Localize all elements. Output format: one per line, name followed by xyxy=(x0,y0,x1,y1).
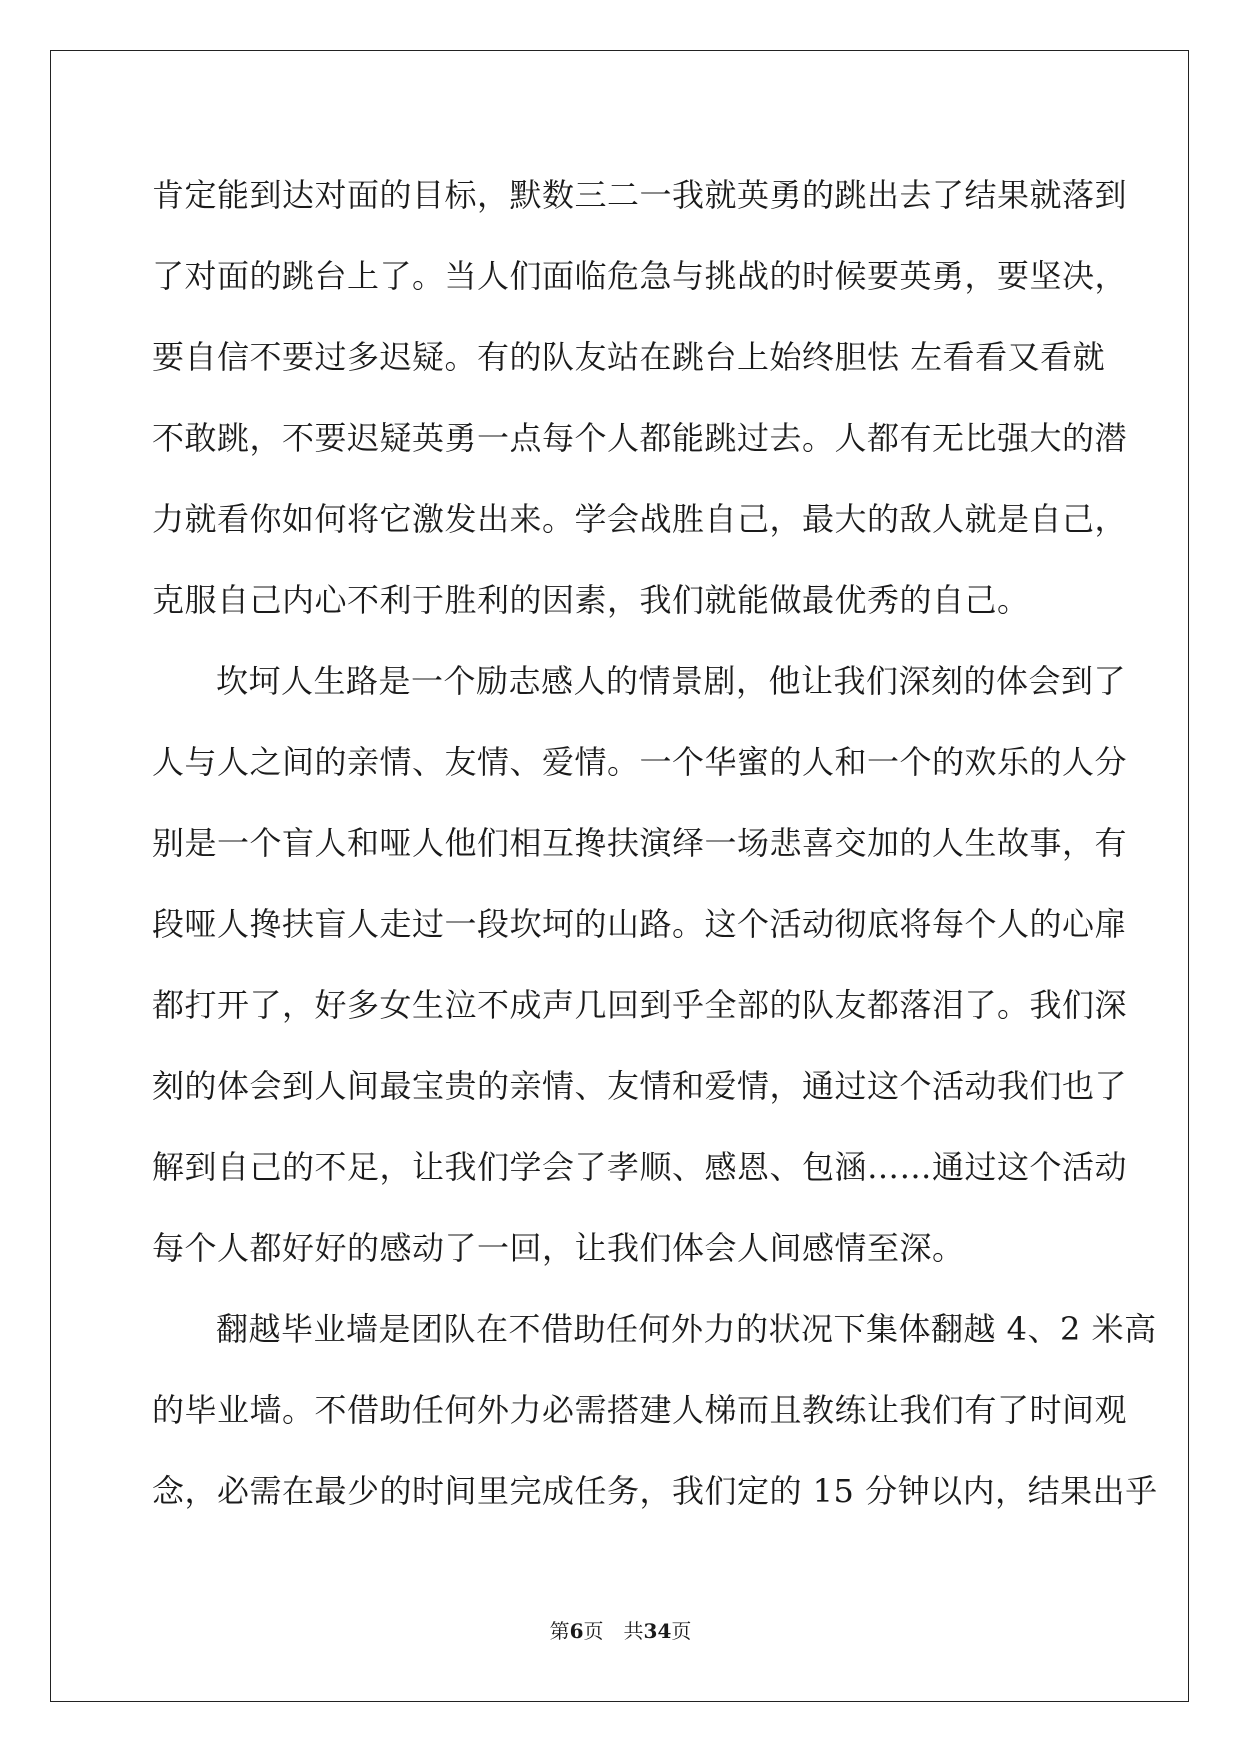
text-line: 都打开了，好多女生泣不成声几回到乎全部的队友都落泪了。我们深 xyxy=(152,986,1128,1024)
text-line: 段哑人搀扶盲人走过一段坎坷的山路。这个活动彻底将每个人的心扉 xyxy=(152,905,1128,943)
text-line: 人与人之间的亲情、友情、爱情。一个华蜜的人和一个的欢乐的人分 xyxy=(152,743,1128,781)
page-mid: 页 共 xyxy=(583,1619,644,1643)
text-line: 解到自己的不足，让我们学会了孝顺、感恩、包涵……通过这个活动 xyxy=(152,1148,1128,1186)
text-line: 了对面的跳台上了。当人们面临危急与挑战的时候要英勇，要坚决， xyxy=(152,257,1128,295)
text-line: 力就看你如何将它激发出来。学会战胜自己，最大的敌人就是自己， xyxy=(152,500,1128,538)
text-line: 刻的体会到人间最宝贵的亲情、友情和爱情，通过这个活动我们也了 xyxy=(152,1067,1128,1105)
page-suffix: 页 xyxy=(671,1619,692,1643)
text-line: 每个人都好好的感动了一回，让我们体会人间感情至深。 xyxy=(152,1229,965,1267)
text-line: 要自信不要过多迟疑。有的队友站在跳台上始终胆怯 左看看又看就 xyxy=(152,338,1106,376)
paragraph-first-line: 坎坷人生路是一个励志感人的情景剧，他让我们深刻的体会到了 xyxy=(216,662,1127,700)
page-current-number: 6 xyxy=(569,1619,584,1643)
page-footer xyxy=(0,1617,1241,1645)
page-total-number: 34 xyxy=(643,1619,672,1643)
text-line: 肯定能到达对面的目标，默数三二一我就英勇的跳出去了结果就落到 xyxy=(152,176,1128,214)
text-line: 不敢跳，不要迟疑英勇一点每个人都能跳过去。人都有无比强大的潜 xyxy=(152,419,1128,457)
text-line: 的毕业墙。不借助任何外力必需搭建人梯而且教练让我们有了时间观 xyxy=(152,1391,1128,1429)
paragraph-first-line: 翻越毕业墙是团队在不借助任何外力的状况下集体翻越 4、2 米高 xyxy=(216,1310,1157,1348)
text-line: 别是一个盲人和哑人他们相互搀扶演绎一场悲喜交加的人生故事，有 xyxy=(152,824,1128,862)
page-prefix: 第 xyxy=(549,1619,570,1643)
document-body xyxy=(152,160,1158,1537)
text-line: 克服自己内心不利于胜利的因素，我们就能做最优秀的自己。 xyxy=(152,581,1030,619)
text-line: 念，必需在最少的时间里完成任务，我们定的 15 分钟以内，结果出乎 xyxy=(152,1472,1158,1510)
